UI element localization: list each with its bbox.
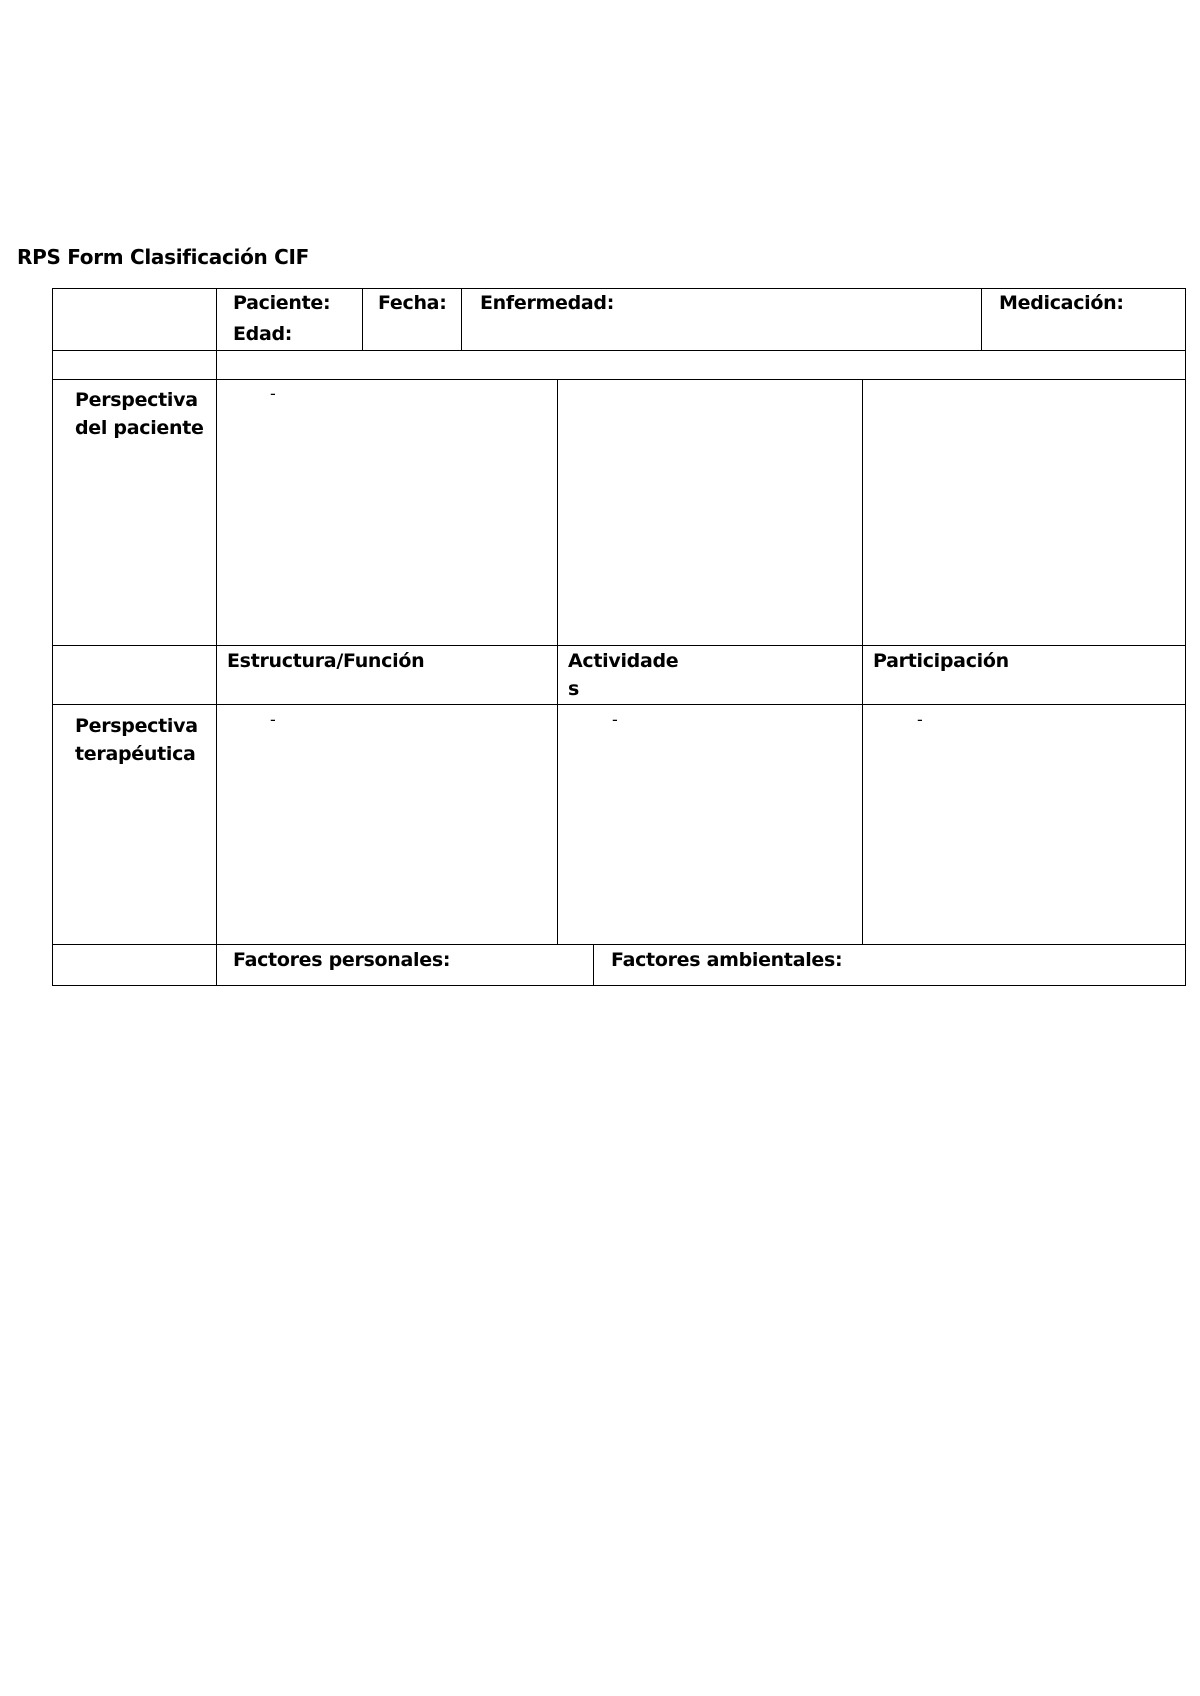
participacion-header: Participación <box>873 650 1009 672</box>
table-border-right <box>1185 288 1186 986</box>
row-divider-3 <box>52 645 1186 646</box>
header-divider-fecha <box>362 288 363 350</box>
header-divider-enfermedad <box>461 288 462 350</box>
enfermedad-label: Enfermedad: <box>480 292 615 314</box>
therapeutic-perspective-label-line2: terapéutica <box>75 743 196 765</box>
edad-label: Edad: <box>233 323 293 345</box>
table-border-bottom <box>52 985 1186 986</box>
actividades-header-line1: Actividade <box>568 650 679 672</box>
row-divider-5 <box>52 944 1186 945</box>
patient-structure-dash: - <box>270 384 276 403</box>
factores-ambientales-label: Factores ambientales: <box>611 949 843 971</box>
actividades-header-line2: s <box>568 678 580 700</box>
row-divider-2 <box>52 379 1186 380</box>
row-divider-4 <box>52 704 1186 705</box>
patient-perspective-label-line2: del paciente <box>75 417 204 439</box>
therapeutic-perspective-label-line1: Perspectiva <box>75 715 198 737</box>
header-divider-medicacion <box>981 288 982 350</box>
medicacion-label: Medicación: <box>999 292 1124 314</box>
therapeutic-activities-dash: - <box>612 710 618 729</box>
estructura-funcion-header: Estructura/Función <box>227 650 425 672</box>
fecha-label: Fecha: <box>378 292 447 314</box>
patient-perspective-label-line1: Perspectiva <box>75 389 198 411</box>
label-column-divider <box>216 288 217 986</box>
form-title: RPS Form Clasificación CIF <box>17 245 310 269</box>
footer-divider <box>593 944 594 986</box>
therapeutic-structure-dash: - <box>270 710 276 729</box>
row-divider-1 <box>52 350 1186 351</box>
paciente-label: Paciente: <box>233 292 331 314</box>
therapeutic-participation-dash: - <box>917 710 923 729</box>
table-border-left <box>52 288 53 986</box>
factores-personales-label: Factores personales: <box>233 949 451 971</box>
column-divider-participacion <box>862 379 863 945</box>
column-divider-actividades <box>557 379 558 945</box>
